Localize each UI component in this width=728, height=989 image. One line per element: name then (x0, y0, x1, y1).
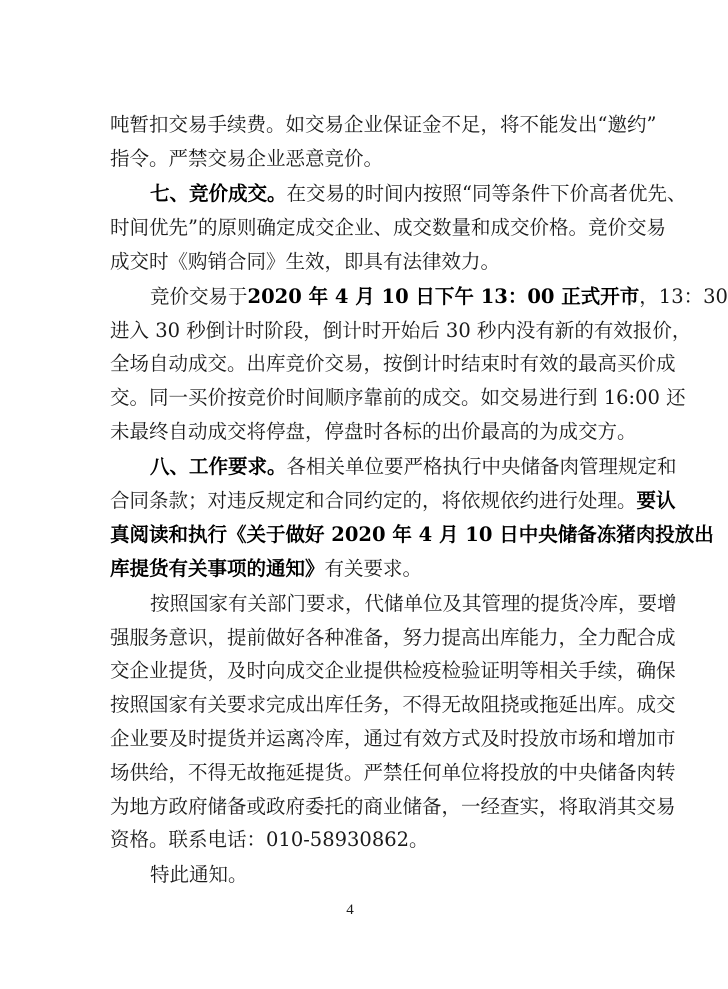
body-text: 场供给，不得无故拖延提货。严禁任何单位将投放的中央储备肉转 (110, 760, 676, 784)
bold-text: 要认 (636, 488, 676, 512)
text-line (110, 381, 686, 415)
bold-text: 八、工作要求。 (150, 455, 287, 479)
page-number: 4 (346, 902, 354, 918)
text-line (110, 688, 676, 722)
text-line (110, 211, 666, 245)
body-text: ，13：30 (639, 284, 728, 308)
bold-text: 真阅读和执行《关于做好 2020 年 4 月 10 日中央储备冻猪肉投放出 (110, 522, 714, 546)
text-line (110, 518, 714, 552)
text-line (110, 790, 676, 824)
body-text: 按照国家有关要求完成出库任务，不得无故阻挠或拖延出库。成交 (110, 693, 676, 717)
text-line (110, 621, 676, 655)
body-text: 强服务意识，提前做好各种准备，努力提高出库能力，全力配合成 (110, 625, 676, 649)
body-text: 有关要求。 (324, 556, 423, 580)
paragraph (110, 858, 620, 892)
text-line (110, 177, 687, 211)
text-line (110, 280, 728, 314)
body-text: 交。同一买价按竞价时间顺序靠前的成交。如交易进行到 16:00 还 (110, 386, 686, 410)
body-text: 指令。严禁交易企业恶意竞价。 (110, 146, 384, 170)
text-line (110, 108, 657, 142)
body-text: 特此通知。 (150, 863, 248, 887)
bold-text: 2020 年 4 月 10 日下午 13：00 正式开市 (247, 284, 640, 308)
text-line (110, 484, 676, 518)
body-text: 竞价交易于 (150, 284, 248, 308)
text-line (110, 245, 620, 279)
text-line (110, 823, 620, 857)
bold-text: 库提货有关事项的通知》 (110, 556, 325, 580)
body-text: 吨暂扣交易手续费。如交易企业保证金不足，将不能发出“邀约” (110, 113, 657, 136)
paragraph (110, 108, 657, 176)
document-body (110, 108, 728, 892)
text-line (110, 415, 637, 449)
body-text: 进入 30 秒倒计时阶段，倒计时开始后 30 秒内没有新的有效报价， (110, 318, 692, 342)
text-line (110, 314, 692, 348)
body-text: 全场自动成交。出库竞价交易，按倒计时结束时有效的最高买价成 (110, 352, 676, 376)
paragraph (110, 280, 728, 449)
paragraph (110, 450, 714, 585)
body-text: 各相关单位要严格执行中央储备肉管理规定和 (286, 455, 677, 479)
text-line (110, 756, 676, 790)
body-text: 按照国家有关部门要求，代储单位及其管理的提货冷库，要增 (150, 591, 677, 615)
body-text: 交企业提货，及时向成交企业提供检疫检验证明等相关手续，确保 (110, 659, 676, 683)
body-text: 为地方政府储备或政府委托的商业储备，一经查实，将取消其交易 (110, 794, 676, 818)
body-text: 资格。联系电话：010-58930862。 (110, 828, 429, 852)
body-text: 合同条款；对违反规定和合同约定的，将依规依约进行处理。 (110, 488, 637, 512)
paragraph (110, 177, 687, 278)
text-line (110, 450, 677, 484)
text-line (110, 722, 676, 756)
bold-text: 七、竞价成交。 (150, 181, 287, 205)
text-line (110, 142, 620, 176)
text-line (110, 347, 676, 381)
paragraph (110, 587, 677, 857)
body-text: 未最终自动成交将停盘，停盘时各标的出价最高的为成交方。 (110, 419, 637, 443)
text-line (110, 587, 677, 621)
text-line (110, 654, 676, 688)
body-text: 企业要及时提货并运离冷库，通过有效方式及时投放市场和增加市 (110, 726, 676, 750)
text-line (110, 858, 620, 892)
text-line (110, 552, 620, 586)
body-text: 时间优先”的原则确定成交企业、成交数量和成交价格。竞价交易 (110, 215, 666, 239)
body-text: 在交易的时间内按照“同等条件下价高者优先、 (286, 181, 687, 205)
body-text: 成交时《购销合同》生效，即具有法律效力。 (110, 249, 501, 273)
